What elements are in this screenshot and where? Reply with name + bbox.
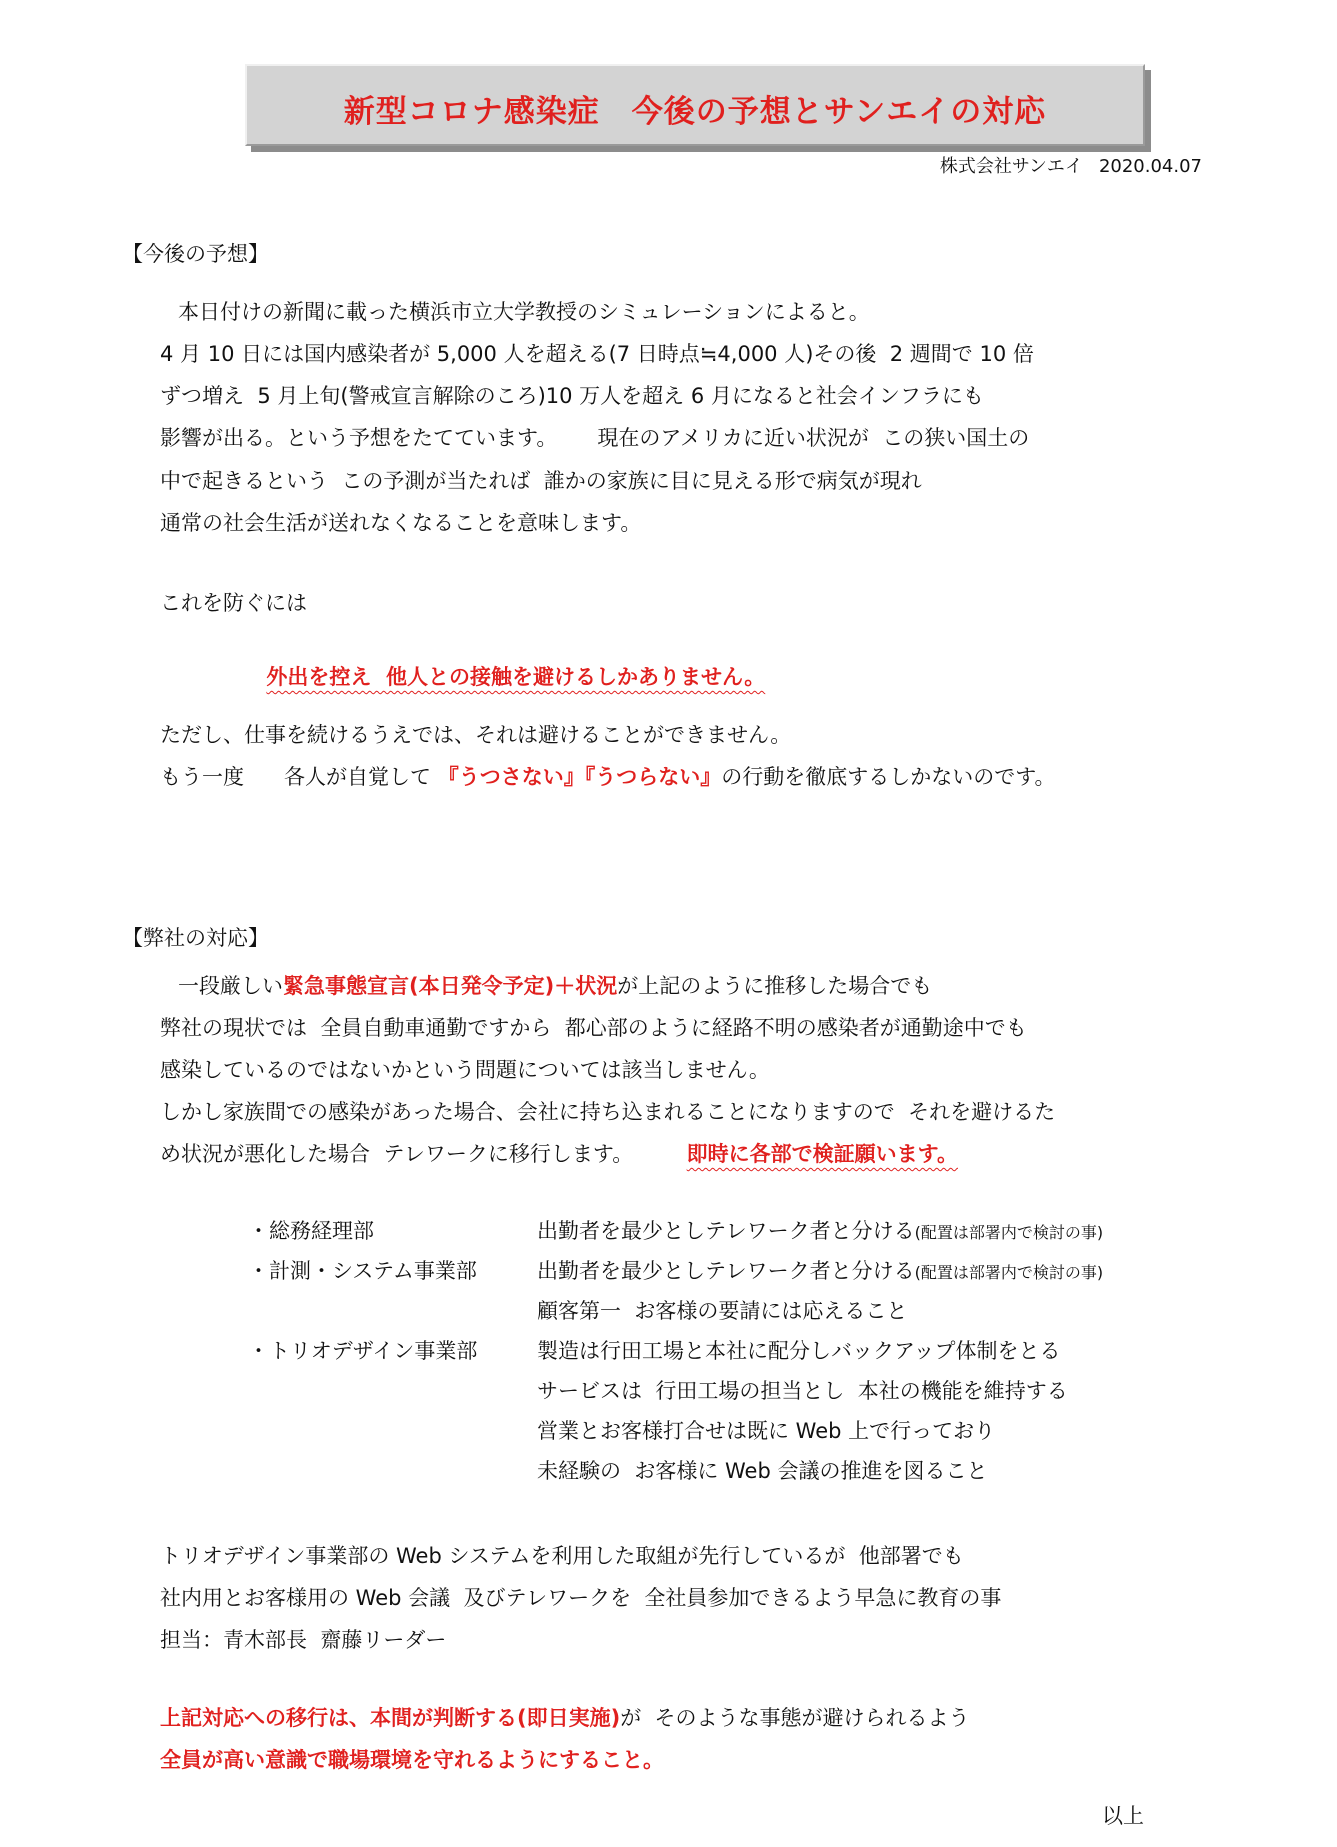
department-action: 未経験の お客様に Web 会議の推進を図ること	[537, 1459, 988, 1483]
department-name: ・総務経理部	[248, 1219, 374, 1243]
paragraph-line: 中で起きるという この予測が当たれば 誰かの家族に目に見える形で病気が現れ	[160, 469, 922, 493]
response-line-prefix: め状況が悪化した場合 テレワークに移行します。	[160, 1142, 687, 1166]
final-emphasis: 全員が高い意識で職場環境を守れるようにすること。	[160, 1748, 664, 1772]
paragraph-line: 4 月 10 日には国内感染者が 5,000 人を超える(7 日時点≒4,000 人)その後 2 週間で 10 倍	[160, 342, 1034, 366]
once-more-line	[160, 761, 1056, 791]
paragraph-line: 影響が出る。という予想をたてています。 現在のアメリカに近い状況が この狭い国土の	[160, 426, 1030, 450]
trio-line: 社内用とお客様用の Web 会議 及びテレワークを 全社員参加できるよう早急に教育の事	[160, 1586, 1002, 1610]
action-text: 出勤者を最少としテレワーク者と分ける	[537, 1259, 915, 1283]
prevent-intro: これを防ぐには	[160, 591, 307, 615]
action-note: (配置は部署内で検討の事)	[914, 1223, 1104, 1242]
department-action	[537, 1255, 1103, 1285]
department-action: 営業とお客様打合せは既に Web 上で行っており	[537, 1419, 996, 1443]
response-line: しかし家族間での感染があった場合、会社に持ち込まれることになりますので それを避けるた	[160, 1100, 1056, 1124]
company-name: 株式会社サンエイ	[939, 156, 1083, 177]
once-more-prefix: もう一度 各人が自覚して	[160, 765, 438, 789]
verify-request-emphasis: 即時に各部で検証願います。	[686, 1142, 958, 1166]
trio-line: トリオデザイン事業部の Web システムを利用した取組が先行しているが 他部署でも	[160, 1544, 964, 1568]
department-name: ・計測・システム事業部	[248, 1259, 477, 1283]
title-banner	[245, 64, 1145, 146]
final-suffix: が そのような事態が避けられるよう	[620, 1706, 970, 1730]
prevent-emphasis	[253, 637, 765, 691]
response-line-prefix: 一段厳しい	[178, 974, 283, 998]
response-line-suffix: が上記のように推移した場合でも	[617, 974, 933, 998]
document-title: 新型コロナ感染症 今後の予想とサンエイの対応	[343, 94, 1047, 130]
response-line: 弊社の現状では 全員自動車通勤ですから 都心部のように経路不明の感染者が通勤途中でも	[160, 1016, 1027, 1040]
final-line	[160, 1702, 970, 1732]
section-heading-response: 【弊社の対応】	[122, 926, 269, 950]
however-line: ただし、仕事を続けるうえでは、それは避けることができません。	[160, 723, 792, 747]
section-heading-forecast: 【今後の予想】	[122, 242, 269, 266]
document-meta	[940, 152, 1202, 178]
action-note: (配置は部署内で検討の事)	[914, 1263, 1104, 1282]
department-action: 顧客第一 お客様の要請には応えること	[537, 1299, 908, 1323]
emphasis-text: 外出を控え 他人との接触を避けるしかありません。	[266, 665, 766, 689]
response-line: 感染しているのではないかという問題については該当しません。	[160, 1058, 770, 1082]
paragraph-line: 本日付けの新聞に載った横浜市立大学教授のシミュレーションによると。	[178, 300, 870, 324]
department-action: サービスは 行田工場の担当とし 本社の機能を維持する	[537, 1379, 1068, 1403]
final-emphasis: 上記対応への移行は、本間が判断する(即日実施)	[160, 1706, 621, 1730]
once-more-suffix: の行動を徹底するしかないのです。	[721, 765, 1056, 789]
paragraph-line: ずつ増え 5 月上旬(警戒宣言解除のころ)10 万人を超え 6 月になると社会インフラにも	[160, 384, 984, 408]
department-action: 製造は行田工場と本社に配分しバックアップ体制をとる	[537, 1339, 1061, 1363]
department-name: ・トリオデザイン事業部	[248, 1339, 478, 1363]
emergency-emphasis: 緊急事態宣言(本日発令予定)＋状況	[283, 974, 618, 998]
slogan-text: 『うつさない』『うつらない』	[437, 765, 722, 789]
closing-mark: 以上	[1102, 1804, 1144, 1828]
final-line	[160, 1744, 664, 1774]
document-date: 2020.04.07	[1098, 156, 1202, 177]
department-action	[537, 1215, 1103, 1245]
paragraph-line: 通常の社会生活が送れなくなることを意味します。	[160, 511, 642, 535]
person-in-charge: 担当：青木部長 齋藤リーダー	[160, 1628, 447, 1652]
response-line	[178, 970, 932, 1000]
response-line	[160, 1138, 958, 1168]
action-text: 出勤者を最少としテレワーク者と分ける	[537, 1219, 915, 1243]
